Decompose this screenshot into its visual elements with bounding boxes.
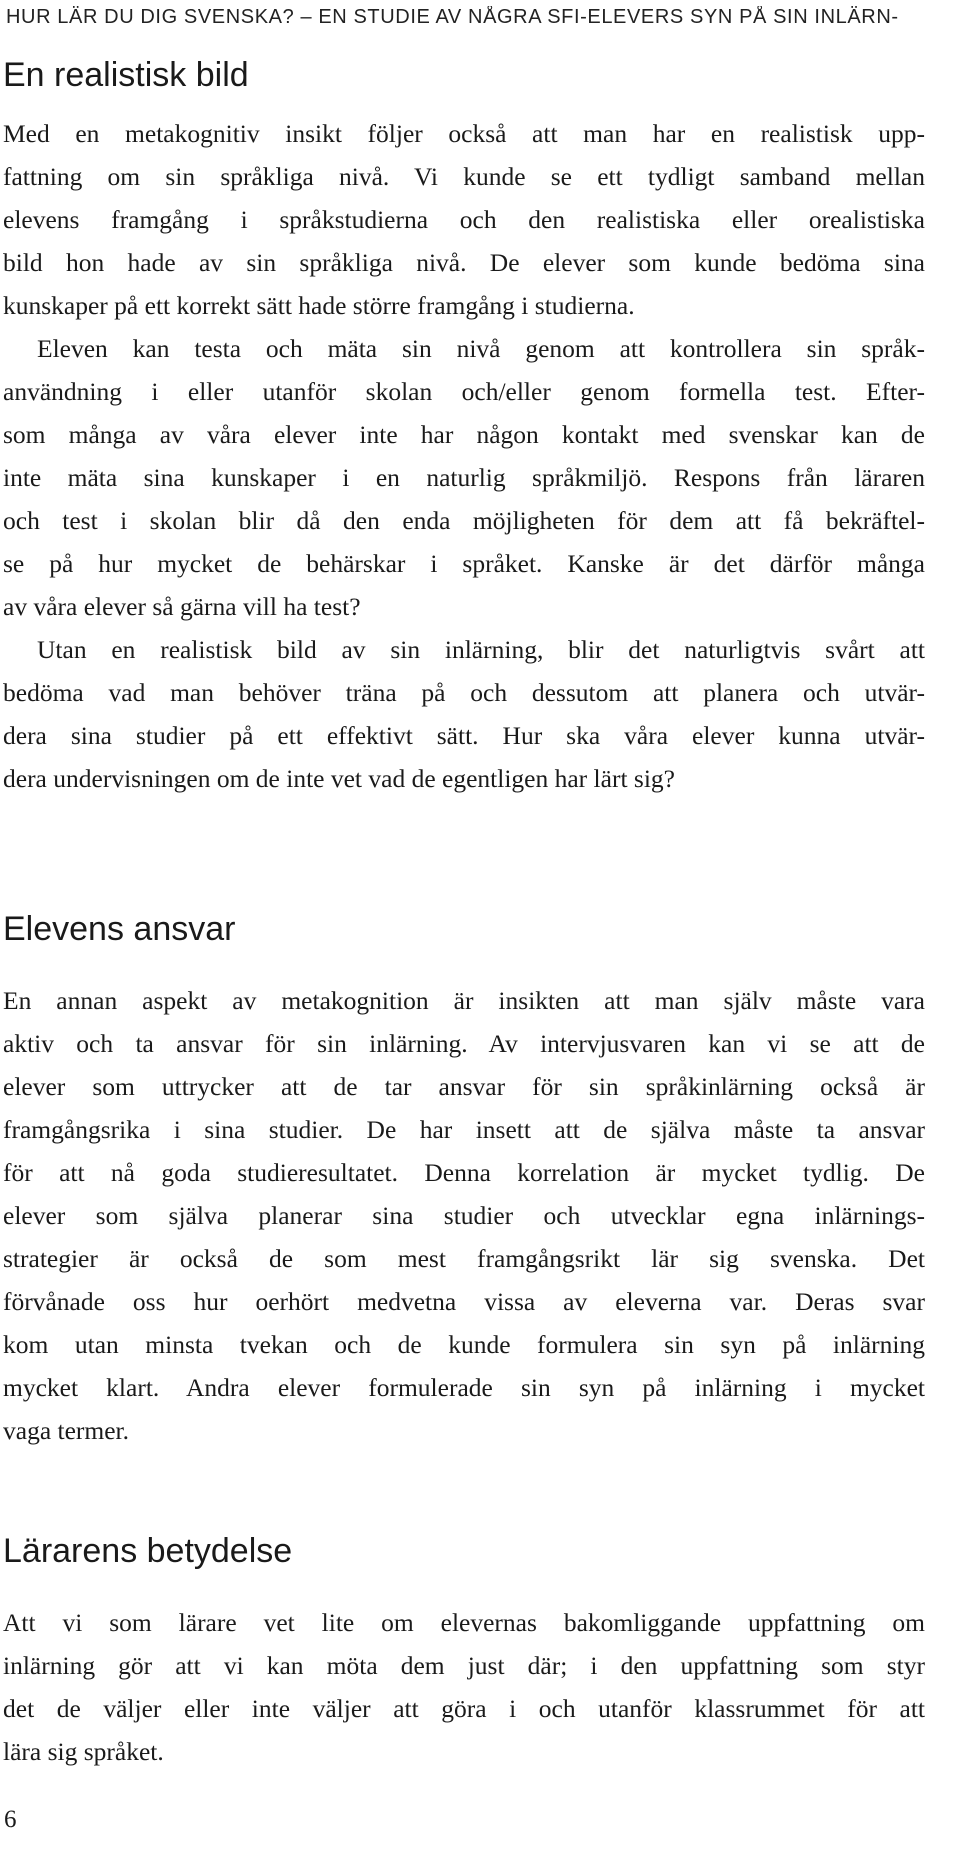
paragraph-realistisk-bild-1 xyxy=(3,112,925,327)
text-line: inlärning gör att vi kan möta dem just där; i den uppfattning som styr xyxy=(3,1651,925,1680)
text-line: Utan en realistisk bild av sin inlärning, blir det naturligtvis svårt att xyxy=(37,635,925,664)
running-head: HUR LÄR DU DIG SVENSKA? – EN STUDIE AV NÅGRA SFI-ELEVERS SYN PÅ SIN INLÄRN- xyxy=(6,6,899,28)
text-line: vaga termer. xyxy=(3,1416,130,1445)
text-line: elever som uttrycker att de tar ansvar för sin språkinlärning också är xyxy=(3,1072,925,1101)
section-heading-realistisk-bild: En realistisk bild xyxy=(3,56,249,94)
text-line: elevens framgång i språkstudierna och den realistiska eller orealistiska xyxy=(3,205,925,234)
text-line: Eleven kan testa och mäta sin nivå genom att kontrollera sin språk- xyxy=(37,334,925,363)
text-line: En annan aspekt av metakognition är insikten att man själv måste vara xyxy=(3,986,925,1015)
text-line: aktiv och ta ansvar för sin inlärning. Av intervjusvaren kan vi se att de xyxy=(3,1029,925,1058)
text-line: förvånade oss hur oerhört medvetna vissa av eleverna var. Deras svar xyxy=(3,1287,925,1316)
text-line: av våra elever så gärna vill ha test? xyxy=(3,592,361,621)
text-line: fattning om sin språkliga nivå. Vi kunde se ett tydligt samband mellan xyxy=(3,162,925,191)
text-line: bedöma vad man behöver träna på och dessutom att planera och utvär- xyxy=(3,678,925,707)
text-line: som många av våra elever inte har någon kontakt med svenskar kan de xyxy=(3,420,925,449)
paragraph-elevens-ansvar xyxy=(3,979,925,1452)
page-number: 6 xyxy=(4,1806,17,1833)
text-line: se på hur mycket de behärskar i språket. Kanske är det därför många xyxy=(3,549,925,578)
text-line: strategier är också de som mest framgångsrikt lär sig svenska. Det xyxy=(3,1244,925,1273)
text-line: kunskaper på ett korrekt sätt hade större framgång i studierna. xyxy=(3,291,635,320)
text-line: bild hon hade av sin språkliga nivå. De elever som kunde bedöma sina xyxy=(3,248,925,277)
text-line: det de väljer eller inte väljer att göra i och utanför klassrummet för att xyxy=(3,1694,925,1723)
text-line: elever som själva planerar sina studier och utvecklar egna inlärnings- xyxy=(3,1201,925,1230)
text-line: för att nå goda studieresultatet. Denna korrelation är mycket tydlig. De xyxy=(3,1158,925,1187)
text-line: mycket klart. Andra elever formulerade sin syn på inlärning i mycket xyxy=(3,1373,925,1402)
text-line: framgångsrika i sina studier. De har insett att de själva måste ta ansvar xyxy=(3,1115,925,1144)
text-line: Att vi som lärare vet lite om elevernas bakomliggande uppfattning om xyxy=(3,1608,925,1637)
text-line: lära sig språket. xyxy=(3,1737,164,1766)
text-line: användning i eller utanför skolan och/eller genom formella test. Efter- xyxy=(3,377,925,406)
text-line: kom utan minsta tvekan och de kunde formulera sin syn på inlärning xyxy=(3,1330,925,1359)
paragraph-realistisk-bild-3 xyxy=(3,628,925,800)
text-line: inte mäta sina kunskaper i en naturlig språkmiljö. Respons från läraren xyxy=(3,463,925,492)
text-line: dera sina studier på ett effektivt sätt. Hur ska våra elever kunna utvär- xyxy=(3,721,925,750)
text-line: dera undervisningen om de inte vet vad de egentligen har lärt sig? xyxy=(3,764,675,793)
text-line: Med en metakognitiv insikt följer också att man har en realistisk upp- xyxy=(3,119,925,148)
paragraph-lararens-betydelse xyxy=(3,1601,925,1773)
paragraph-realistisk-bild-2 xyxy=(3,327,925,628)
section-heading-lararens-betydelse: Lärarens betydelse xyxy=(3,1532,293,1570)
section-heading-elevens-ansvar: Elevens ansvar xyxy=(3,910,236,948)
text-line: och test i skolan blir då den enda möjligheten för dem att få bekräftel- xyxy=(3,506,925,535)
